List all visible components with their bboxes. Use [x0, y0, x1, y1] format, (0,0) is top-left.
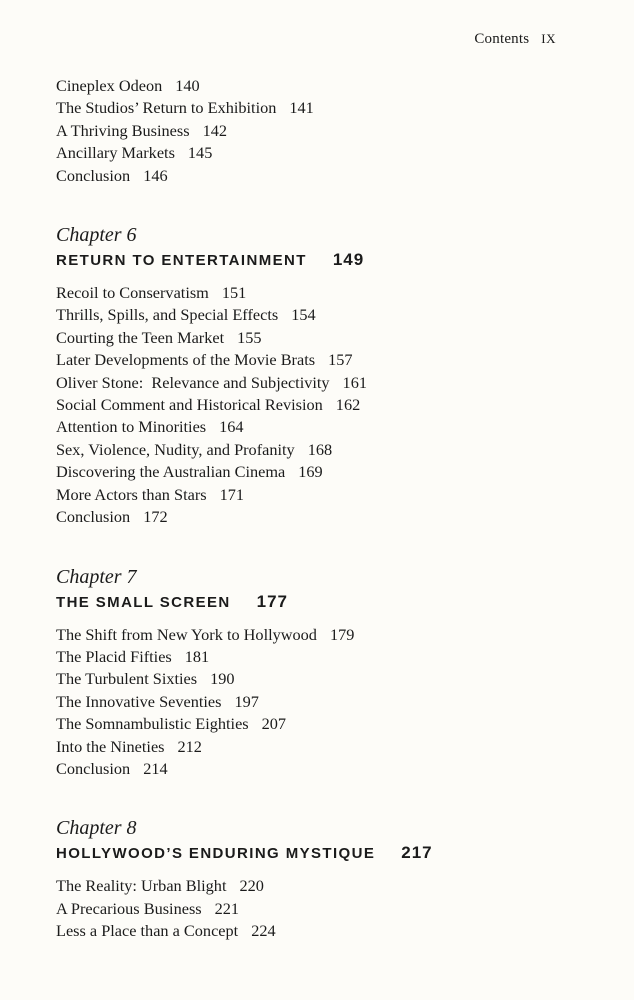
toc-entry [56, 506, 576, 528]
toc-entry [56, 691, 576, 713]
entry-page: 168 [307, 439, 333, 459]
chapter-8 [56, 816, 576, 942]
toc-entry [56, 282, 576, 304]
entry-page: 172 [143, 507, 168, 527]
toc-entry [56, 416, 576, 438]
entry-page: 221 [214, 898, 240, 918]
section-title: Contents [474, 31, 530, 47]
entry-title: The Shift from New York to Hollywood [56, 624, 317, 644]
entry-title: The Reality: Urban Blight [56, 876, 227, 896]
toc-entry [56, 875, 576, 897]
entry-title: Later Developments of the Movie Brats [56, 350, 316, 370]
entry-title: Courting the Teen Market [56, 327, 225, 347]
continued-entries [56, 75, 576, 187]
entry-title: Conclusion [56, 758, 131, 778]
toc-entry [56, 349, 576, 371]
toc-entry [56, 736, 576, 758]
chapter-title-text: HOLLYWOOD’S ENDURING MYSTIQUE [56, 845, 376, 863]
entry-title: Oliver Stone: Relevance and Subjectivity [56, 372, 330, 392]
entry-title: Less a Place than a Concept [56, 921, 239, 941]
entry-title: A Precarious Business [56, 898, 202, 918]
toc-entry [56, 304, 576, 326]
toc-entry [56, 646, 576, 668]
entry-title: More Actors than Stars [56, 484, 207, 504]
entry-page: 157 [328, 350, 353, 370]
entry-title: Ancillary Markets [56, 143, 175, 163]
toc-entry [56, 920, 576, 942]
toc-entry [56, 439, 576, 461]
entry-page: 162 [335, 395, 361, 415]
entry-page: 181 [184, 646, 210, 666]
entry-title: Attention to Minorities [56, 417, 207, 437]
toc-entry [56, 394, 576, 416]
entry-title: Cineplex Odeon [56, 76, 163, 95]
toc-entry [56, 898, 576, 920]
entry-title: Discovering the Australian Cinema [56, 462, 286, 482]
entry-title: Recoil to Conservatism [56, 283, 209, 303]
entry-page: 207 [261, 714, 287, 734]
entry-page: 171 [219, 484, 244, 504]
chapter-title [56, 840, 576, 867]
entry-title: The Turbulent Sixties [56, 669, 198, 689]
chapter-page: 149 [332, 250, 365, 270]
chapter-7 [56, 565, 576, 781]
chapter-label: Chapter 7 [56, 565, 137, 588]
entry-title: The Placid Fifties [56, 646, 172, 666]
entry-page: 151 [221, 283, 247, 303]
toc-entry [56, 624, 576, 646]
toc-entry [56, 327, 576, 349]
entry-page: 197 [234, 691, 259, 711]
chapter-label: Chapter 6 [56, 224, 137, 247]
entry-title: The Innovative Seventies [56, 691, 222, 711]
entry-title: Sex, Violence, Nudity, and Profanity [56, 439, 295, 459]
chapter-label: Chapter 8 [56, 817, 137, 840]
entry-title: The Somnambulistic Eighties [56, 714, 249, 734]
entry-page: 142 [202, 120, 228, 140]
entry-title: Conclusion [56, 507, 131, 527]
entry-page: 224 [251, 921, 276, 941]
toc-entry [56, 668, 576, 690]
toc-entry [56, 165, 576, 187]
entry-page: 212 [177, 736, 202, 756]
entry-page: 190 [210, 669, 235, 689]
chapter-title-text: RETURN TO ENTERTAINMENT [56, 252, 307, 270]
chapter-title [56, 247, 576, 274]
page-number: IX [541, 31, 556, 46]
entry-page: 140 [175, 76, 200, 95]
entry-title: Conclusion [56, 165, 131, 185]
entry-title: Thrills, Spills, and Special Effects [56, 305, 279, 325]
chapter-title [56, 589, 576, 616]
toc-entry [56, 713, 576, 735]
entry-page: 220 [239, 876, 264, 896]
toc-entry [56, 461, 576, 483]
entry-page: 169 [298, 462, 323, 482]
entry-page: 214 [143, 758, 168, 778]
entry-page: 161 [342, 372, 367, 392]
entry-page: 154 [291, 305, 316, 325]
toc-entry [56, 97, 576, 119]
toc-entry [56, 758, 576, 780]
chapter-6 [56, 223, 576, 528]
entry-page: 164 [219, 417, 244, 437]
toc-entry [56, 142, 576, 164]
entry-page: 179 [329, 624, 355, 644]
toc-entry [56, 484, 576, 506]
entry-title: A Thriving Business [56, 120, 190, 140]
entry-title: Social Comment and Historical Revision [56, 395, 323, 415]
entry-title: Into the Nineties [56, 736, 165, 756]
toc-entry [56, 120, 576, 142]
entry-page: 155 [237, 327, 262, 347]
running-head [474, 31, 556, 48]
entry-title: The Studios’ Return to Exhibition [56, 98, 277, 118]
chapter-page: 217 [401, 843, 433, 863]
entry-page: 146 [143, 165, 168, 185]
entry-page: 145 [187, 143, 213, 163]
toc-entry [56, 75, 576, 97]
chapter-title-text: THE SMALL SCREEN [56, 593, 231, 611]
entry-page: 141 [289, 98, 314, 118]
chapter-page: 177 [256, 591, 289, 611]
toc-entry [56, 372, 576, 394]
toc-body [56, 75, 576, 943]
